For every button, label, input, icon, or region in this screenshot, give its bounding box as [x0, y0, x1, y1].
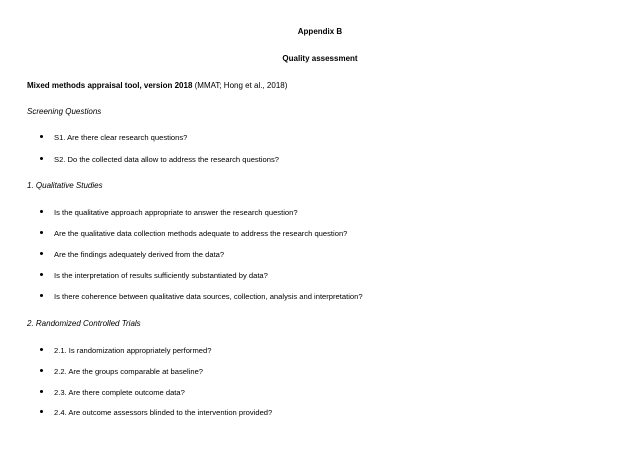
bullet-icon: [40, 135, 43, 138]
list-item-text: S2. Do the collected data allow to address the research questions?: [54, 155, 279, 164]
list-item-text: S1. Are there clear research questions?: [54, 133, 188, 142]
bullet-icon: [40, 390, 43, 393]
page-title: Appendix B: [297, 27, 343, 36]
bullet-icon: [40, 369, 43, 372]
bullet-icon: [40, 348, 43, 351]
section-heading-rct: 2. Randomized Controlled Trials: [27, 319, 141, 328]
list-item-text: Is there coherence between qualitative data sources, collection, analysis and interpretation?: [54, 292, 363, 301]
tool-citation: (MMAT; Hong et al., 2018): [192, 81, 288, 90]
list-item-text: 2.2. Are the groups comparable at baseline?: [54, 367, 204, 376]
section-heading-qualitative: 1. Qualitative Studies: [27, 181, 103, 190]
tool-line: [27, 81, 287, 90]
list-item-text: 2.3. Are there complete outcome data?: [54, 388, 185, 397]
list-item-text: 2.4. Are outcome assessors blinded to the intervention provided?: [54, 408, 273, 417]
bullet-icon: [40, 210, 43, 213]
bullet-icon: [40, 252, 43, 255]
tool-name: Mixed methods appraisal tool, version 2018: [27, 81, 193, 90]
list-item-text: Are the findings adequately derived from the data?: [54, 250, 225, 259]
bullet-icon: [40, 157, 43, 160]
bullet-icon: [40, 273, 43, 276]
list-item-text: 2.1. Is randomization appropriately performed?: [54, 346, 212, 355]
bullet-icon: [40, 231, 43, 234]
section-heading-screening: Screening Questions: [27, 107, 102, 116]
bullet-icon: [40, 410, 43, 413]
list-item-text: Is the interpretation of results sufficiently substantiated by data?: [54, 271, 268, 280]
list-item-text: Are the qualitative data collection methods adequate to address the research question?: [54, 229, 348, 238]
bullet-icon: [40, 294, 43, 297]
page-subtitle: Quality assessment: [282, 54, 358, 63]
list-item-text: Is the qualitative approach appropriate to answer the research question?: [54, 208, 298, 217]
